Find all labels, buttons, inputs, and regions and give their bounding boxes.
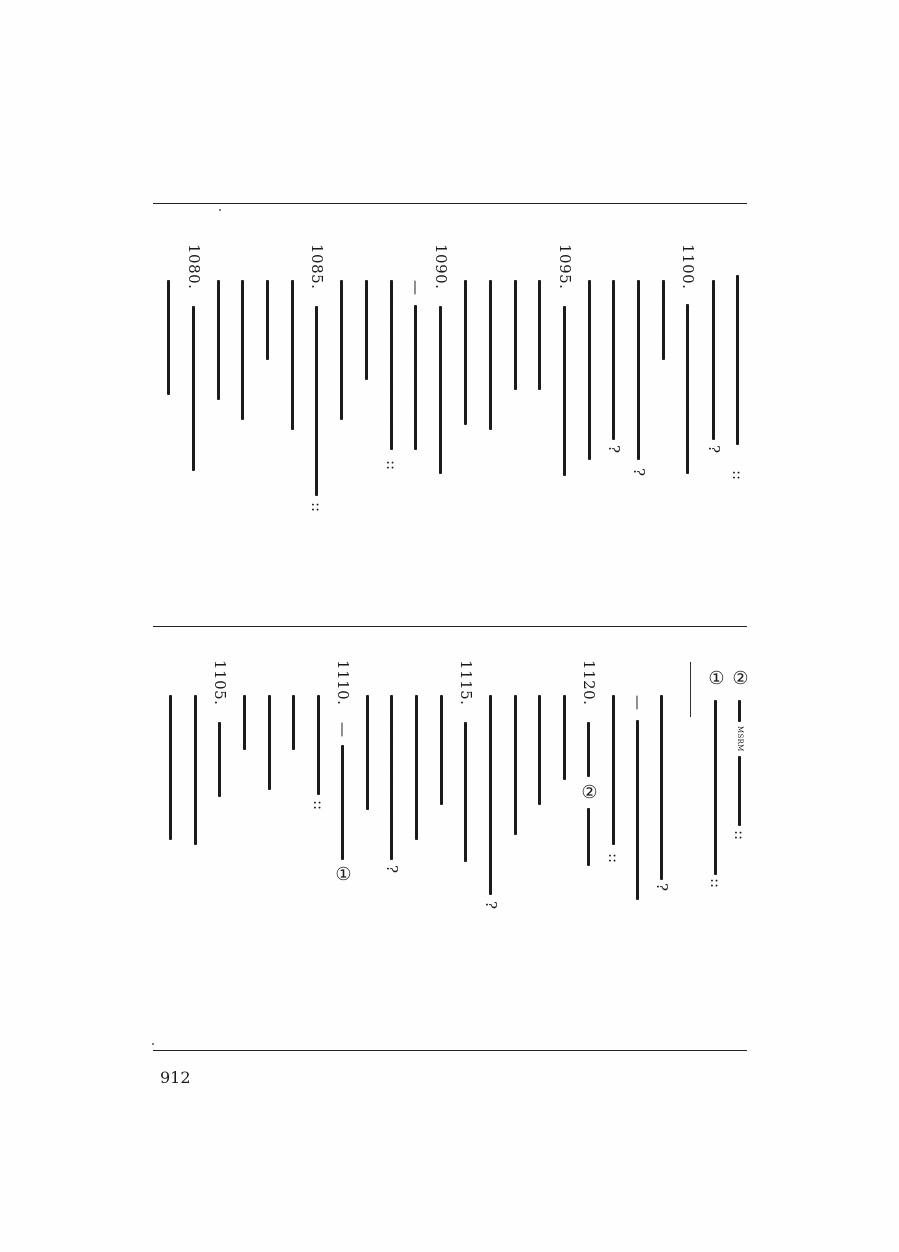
full-stop-mark: :: [707, 878, 725, 889]
footnote-ref: ① [333, 864, 354, 885]
mongolian-script [410, 695, 424, 840]
mongolian-script [733, 700, 747, 722]
footnote-1 [704, 668, 728, 928]
verse-line [405, 665, 429, 885]
full-stop-mark: :: [731, 830, 749, 841]
full-stop-mark: :: [310, 800, 328, 811]
mongolian-script [287, 695, 301, 750]
question-mark: ? [705, 445, 723, 454]
verse-line-1085 [305, 244, 329, 524]
footnote-marker: ① [706, 668, 727, 689]
mongolian-script [731, 275, 745, 445]
verse-line [650, 665, 674, 925]
mongolian-script [385, 695, 399, 860]
mongolian-script [558, 306, 572, 476]
verse-line [504, 250, 528, 450]
mongolian-script [509, 695, 523, 835]
verse-line [602, 665, 626, 905]
question-mark: ? [383, 865, 401, 874]
verse-line [330, 250, 354, 470]
line-number: 1120. [580, 660, 598, 706]
mongolian-script [164, 695, 178, 840]
verse-line [652, 250, 676, 450]
mongolian-script [681, 304, 695, 474]
line-number: 1100. [679, 244, 697, 290]
mongolian-script [459, 722, 473, 862]
mongolian-script [162, 280, 176, 395]
verse-line [355, 250, 379, 450]
verse-line [380, 250, 404, 500]
verse-line-1115 [454, 660, 478, 940]
mongolian-script [263, 695, 277, 790]
verse-line [430, 665, 454, 865]
mongolian-script [361, 695, 375, 810]
mongolian-script [631, 720, 645, 900]
mongolian-script [707, 280, 721, 440]
verse-line [626, 665, 650, 925]
mongolian-script [509, 280, 523, 390]
verse-line [282, 665, 306, 865]
mongolian-script [286, 280, 300, 430]
line-number: 1080. [185, 244, 203, 290]
mongolian-script [310, 306, 324, 496]
footnote-latin: MSRM [736, 726, 744, 752]
mongolian-script [709, 700, 723, 875]
mongolian-script [655, 695, 669, 880]
footnote-marker: ② [730, 668, 751, 689]
question-mark: ? [605, 445, 623, 454]
mongolian-script [533, 280, 547, 390]
mongolian-script [336, 745, 350, 860]
verse-line [528, 250, 552, 450]
verse-line-1080 [182, 244, 206, 494]
question-mark: ? [653, 883, 671, 892]
mongolian-script [409, 305, 423, 450]
verse-line-1120 [577, 660, 601, 920]
line-number: 1110. [334, 660, 352, 706]
footnote-separator [690, 662, 691, 717]
line-number: 1090. [432, 244, 450, 290]
verse-line [281, 250, 305, 470]
full-stop-mark: :: [605, 853, 623, 864]
verse-line-1110 [331, 660, 355, 920]
line-number: 1105. [211, 660, 229, 706]
verse-line [553, 665, 577, 865]
verse-line-1090 [429, 244, 453, 494]
full-stop-mark: :: [383, 460, 401, 471]
verse-line [479, 665, 503, 945]
mongolian-script [236, 280, 250, 420]
verse-line [479, 250, 503, 480]
full-stop-mark: :: [308, 502, 326, 513]
mongolian-script [733, 756, 747, 826]
full-stop-mark: :: [729, 470, 747, 481]
em-dash: — [334, 722, 352, 737]
line-number: 1095. [556, 244, 574, 290]
mongolian-script [312, 695, 326, 795]
verse-line-1105 [208, 660, 232, 880]
mongolian-script [187, 306, 201, 471]
mongolian-script [484, 280, 498, 430]
mongolian-script [213, 722, 227, 797]
mongolian-script [335, 280, 349, 420]
verse-line-1100 [676, 244, 700, 494]
verse-line [233, 665, 257, 865]
verse-line [256, 250, 280, 450]
mongolian-script [189, 695, 203, 845]
speck [219, 209, 221, 211]
line-number: 1085. [308, 244, 326, 290]
verse-line-1095 [553, 244, 577, 504]
mongolian-script [484, 695, 498, 895]
question-mark: ? [630, 468, 648, 477]
verse-line [702, 250, 726, 490]
verse-line [207, 250, 231, 450]
top-rule [153, 203, 747, 204]
verse-line [258, 665, 282, 865]
verse-line [184, 665, 208, 885]
verse-line [307, 665, 331, 865]
verse-line [602, 250, 626, 490]
mongolian-script [385, 280, 399, 450]
verse-line [157, 250, 181, 450]
speck [152, 1043, 154, 1045]
mongolian-script [582, 808, 596, 866]
middle-rule [153, 626, 747, 627]
footnote-ref: ② [579, 782, 600, 803]
mongolian-script [435, 695, 449, 805]
mongolian-script [238, 695, 252, 750]
verse-line [454, 250, 478, 480]
mongolian-script [212, 280, 226, 400]
mongolian-script [261, 280, 275, 360]
mongolian-script [582, 722, 596, 777]
mongolian-script [607, 280, 621, 440]
verse-line [504, 665, 528, 885]
verse-line [380, 665, 404, 925]
verse-line [726, 250, 750, 510]
em-dash: — [407, 280, 425, 295]
mongolian-script [360, 280, 374, 380]
verse-line [528, 665, 552, 865]
em-dash: — [629, 695, 647, 710]
mongolian-script [434, 306, 448, 474]
verse-line [404, 250, 428, 500]
question-mark: ? [482, 901, 500, 910]
verse-line [578, 250, 602, 490]
mongolian-script [533, 695, 547, 805]
line-number: 1115. [457, 660, 475, 706]
verse-line [627, 250, 651, 510]
verse-line [159, 665, 183, 885]
page-number: 912 [160, 1068, 191, 1087]
mongolian-script [657, 280, 671, 360]
mongolian-script [607, 695, 621, 845]
verse-line [231, 250, 255, 470]
bottom-rule [153, 1050, 747, 1051]
mongolian-script [632, 280, 646, 460]
verse-line [356, 665, 380, 865]
footnote-2 [728, 668, 752, 868]
mongolian-script [459, 280, 473, 425]
mongolian-script [558, 695, 572, 780]
mongolian-script [583, 280, 597, 460]
